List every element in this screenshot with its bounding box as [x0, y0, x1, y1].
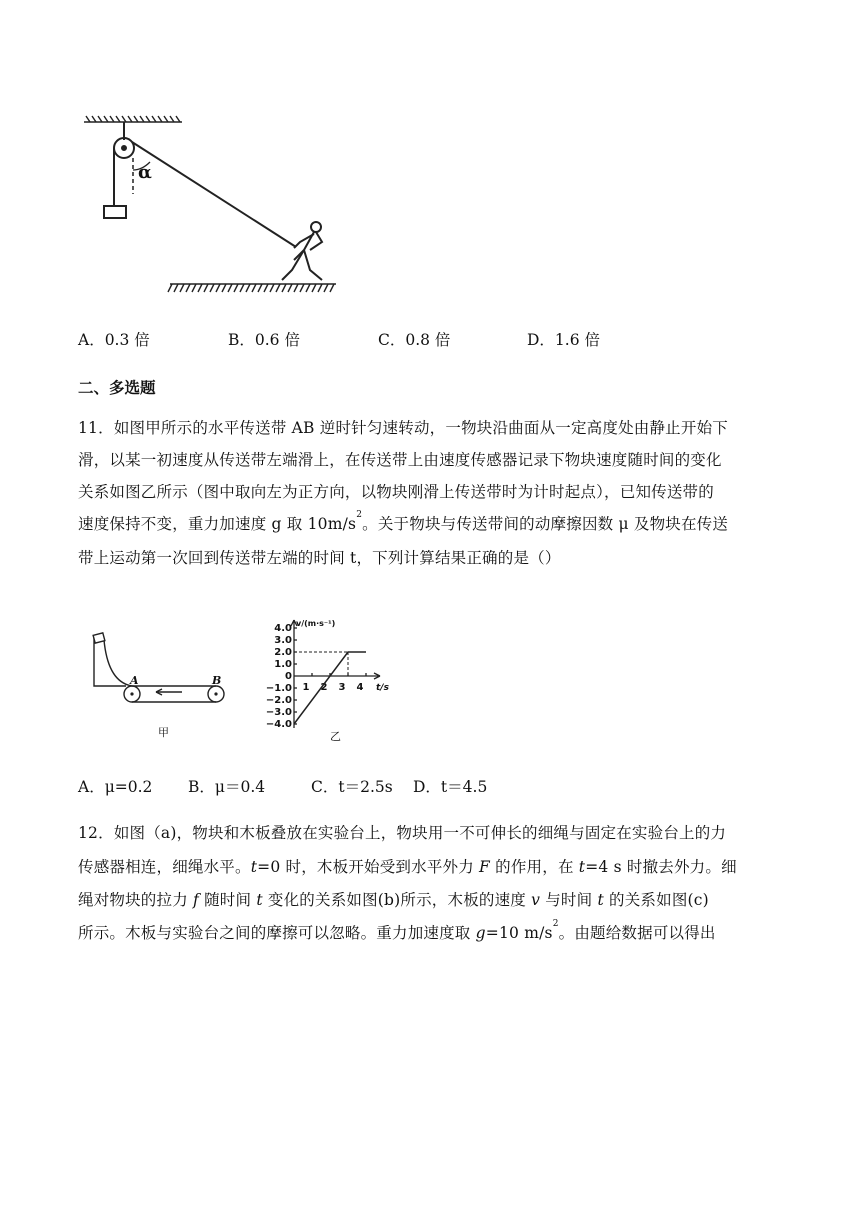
- vt-y-tick-m3: −3.0: [265, 707, 292, 718]
- vt-ylabel: v/(m·s⁻¹): [296, 619, 336, 628]
- vt-caption: 乙: [330, 730, 341, 743]
- q12-line-4: 所示。木板与实验台之间的摩擦可以忽略。重力加速度取 g=10 $m/s^2$。由题给数据可以得出: [78, 919, 716, 942]
- q12-line-3: 绳对物块的拉力 f 随时间 t 变化的关系如图(b)所示，木板的速度 v 与时间 t 的关系如图(c): [78, 891, 709, 909]
- q12-line-2: 传感器相连，细绳水平。t=0 时，木板开始受到水平外力 F 的作用，在 t=4 s 时撤去外力。细: [78, 858, 737, 876]
- ground: [168, 284, 336, 292]
- q11-line-3: 关系如图乙所示（图中取向左为正方向，以物块刚滑上传送带时为计时起点），已知传送带的: [78, 483, 714, 501]
- hanging-block: [104, 206, 126, 218]
- q11-option-a: A．μ=0.2: [78, 778, 153, 796]
- q10-option-c: C．0.8 倍: [378, 331, 451, 349]
- q11-line-1: 11．如图甲所示的水平传送带 AB 逆时针匀速转动，一物块沿曲面从一定高度处由静止开始下: [78, 419, 728, 437]
- section-title: 二、多选题: [78, 379, 156, 397]
- vt-y-tick-0: 0: [285, 671, 292, 682]
- q10-option-b: B．0.6 倍: [228, 331, 300, 349]
- vt-y-tick-2: 2.0: [274, 647, 292, 658]
- q11-line-2: 滑，以某一初速度从传送带左端滑上，在传送带上由速度传感器记录下物块速度随时间的变化: [78, 451, 722, 469]
- q10-option-d: D．1.6 倍: [527, 331, 601, 349]
- q11-line-4: 速度保持不变，重力加速度 g 取 $10m/s^2$。关于物块与传送带间的动摩擦因数 μ 及物块在传送: [78, 510, 729, 533]
- q11-option-c: C．t＝2.5s: [311, 778, 393, 796]
- vt-y-tick-4: 4.0: [274, 623, 292, 634]
- q12-line-1: 12．如图（a)，物块和木板叠放在实验台上，物块用一不可伸长的细绳与固定在实验台上的力: [78, 824, 727, 842]
- vt-x-tick-2: 2: [320, 682, 328, 693]
- vt-y-tick-m4: −4.0: [265, 719, 292, 730]
- q11-option-d: D．t＝4.5: [413, 778, 488, 796]
- vt-x-tick-4: 4: [356, 682, 364, 693]
- vt-y-tick-3: 3.0: [274, 635, 292, 646]
- vt-y-tick-m2: −2.0: [265, 695, 292, 706]
- q11-option-b: B．μ＝0.4: [188, 778, 266, 796]
- vt-x-tick-1: 1: [302, 682, 310, 693]
- slanted-rope: [132, 142, 296, 247]
- conveyor-caption: 甲: [158, 726, 169, 739]
- pulley-figure: [78, 110, 348, 300]
- angle-label: α: [138, 162, 152, 183]
- ceiling: [84, 116, 182, 122]
- vt-xlabel: t/s: [376, 683, 389, 693]
- conveyor-label-b: B: [212, 674, 222, 687]
- vt-y-tick-1: 1.0: [274, 659, 292, 670]
- pulley: [114, 122, 134, 158]
- q10-option-a: A．0.3 倍: [78, 331, 150, 349]
- velocity-time-graph: [256, 616, 406, 744]
- person-figure: [282, 222, 322, 280]
- vt-y-tick-m1: −1.0: [265, 683, 292, 694]
- conveyor-label-a: A: [130, 674, 139, 687]
- q11-line-5: 带上运动第一次回到传送带左端的时间 t，下列计算结果正确的是（）: [78, 549, 561, 567]
- conveyor-figure: [86, 630, 236, 740]
- vt-x-tick-3: 3: [338, 682, 346, 693]
